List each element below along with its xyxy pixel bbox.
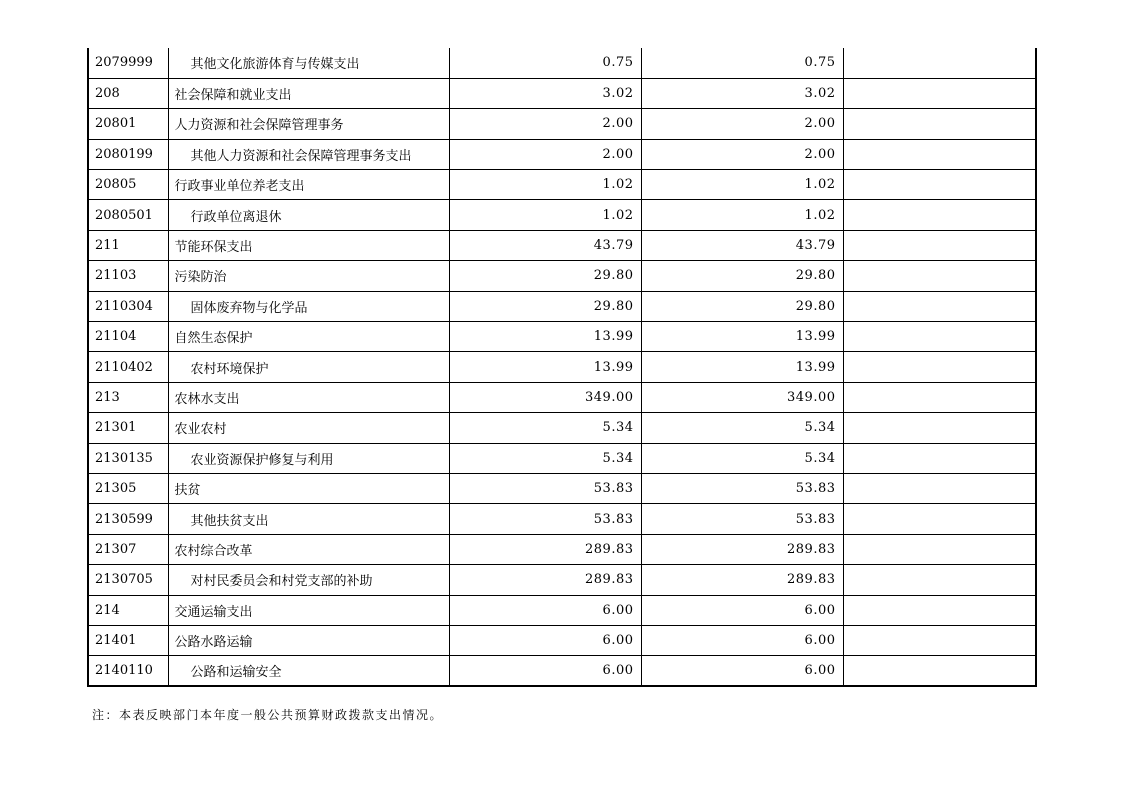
row-name-cell: 行政事业单位养老支出 xyxy=(168,170,449,200)
row-project-cell xyxy=(843,139,1036,169)
row-total-cell: 2.00 xyxy=(449,139,641,169)
row-total-cell: 13.99 xyxy=(449,322,641,352)
row-project-cell xyxy=(843,504,1036,534)
row-total-cell: 289.83 xyxy=(449,565,641,595)
row-project-cell xyxy=(843,413,1036,443)
row-total-cell: 29.80 xyxy=(449,291,641,321)
row-code-cell: 21104 xyxy=(88,322,168,352)
table-row xyxy=(88,78,1036,108)
row-total-cell: 6.00 xyxy=(449,656,641,686)
row-total-cell: 53.83 xyxy=(449,473,641,503)
row-code-cell: 21301 xyxy=(88,413,168,443)
row-code-cell: 213 xyxy=(88,382,168,412)
table-row xyxy=(88,595,1036,625)
row-code-cell: 2110304 xyxy=(88,291,168,321)
row-basic-cell: 53.83 xyxy=(641,473,843,503)
row-code-cell: 21307 xyxy=(88,534,168,564)
row-basic-cell: 1.02 xyxy=(641,200,843,230)
row-basic-cell: 29.80 xyxy=(641,261,843,291)
table-body xyxy=(88,48,1036,686)
row-name-cell: 固体废弃物与化学品 xyxy=(168,291,449,321)
row-name-cell: 行政单位离退休 xyxy=(168,200,449,230)
row-project-cell xyxy=(843,78,1036,108)
budget-expenditure-table xyxy=(87,48,1037,687)
row-basic-cell: 13.99 xyxy=(641,352,843,382)
row-name-cell: 农村综合改革 xyxy=(168,534,449,564)
row-project-cell xyxy=(843,382,1036,412)
row-code-cell: 214 xyxy=(88,595,168,625)
row-code-cell: 21401 xyxy=(88,625,168,655)
row-basic-cell: 289.83 xyxy=(641,534,843,564)
table-row xyxy=(88,170,1036,200)
row-name-cell: 农村环境保护 xyxy=(168,352,449,382)
row-name-cell: 其他人力资源和社会保障管理事务支出 xyxy=(168,139,449,169)
row-project-cell xyxy=(843,48,1036,78)
row-basic-cell: 2.00 xyxy=(641,109,843,139)
table-row xyxy=(88,48,1036,78)
row-total-cell: 6.00 xyxy=(449,595,641,625)
row-basic-cell: 289.83 xyxy=(641,565,843,595)
table-row xyxy=(88,656,1036,686)
row-total-cell: 53.83 xyxy=(449,504,641,534)
row-name-cell: 农林水支出 xyxy=(168,382,449,412)
row-total-cell: 1.02 xyxy=(449,170,641,200)
table-row xyxy=(88,504,1036,534)
row-total-cell: 289.83 xyxy=(449,534,641,564)
row-project-cell xyxy=(843,443,1036,473)
row-code-cell: 2130599 xyxy=(88,504,168,534)
table-row xyxy=(88,230,1036,260)
row-name-cell: 扶贫 xyxy=(168,473,449,503)
table-row xyxy=(88,443,1036,473)
row-name-cell: 交通运输支出 xyxy=(168,595,449,625)
row-name-cell: 公路和运输安全 xyxy=(168,656,449,686)
row-name-cell: 节能环保支出 xyxy=(168,230,449,260)
row-total-cell: 1.02 xyxy=(449,200,641,230)
row-project-cell xyxy=(843,109,1036,139)
table-row xyxy=(88,200,1036,230)
row-name-cell: 自然生态保护 xyxy=(168,322,449,352)
table-row xyxy=(88,534,1036,564)
row-total-cell: 43.79 xyxy=(449,230,641,260)
row-project-cell xyxy=(843,656,1036,686)
row-project-cell xyxy=(843,473,1036,503)
row-code-cell: 20801 xyxy=(88,109,168,139)
row-name-cell: 污染防治 xyxy=(168,261,449,291)
row-project-cell xyxy=(843,261,1036,291)
row-total-cell: 3.02 xyxy=(449,78,641,108)
row-project-cell xyxy=(843,625,1036,655)
row-code-cell: 2080501 xyxy=(88,200,168,230)
row-basic-cell: 0.75 xyxy=(641,48,843,78)
row-basic-cell: 3.02 xyxy=(641,78,843,108)
row-project-cell xyxy=(843,200,1036,230)
row-name-cell: 其他文化旅游体育与传媒支出 xyxy=(168,48,449,78)
row-project-cell xyxy=(843,352,1036,382)
row-code-cell: 2079999 xyxy=(88,48,168,78)
table-footnote: 注：本表反映部门本年度一般公共预算财政拨款支出情况。 xyxy=(92,708,444,722)
table-row xyxy=(88,352,1036,382)
row-code-cell: 2140110 xyxy=(88,656,168,686)
row-project-cell xyxy=(843,291,1036,321)
row-basic-cell: 13.99 xyxy=(641,322,843,352)
row-total-cell: 2.00 xyxy=(449,109,641,139)
row-basic-cell: 6.00 xyxy=(641,656,843,686)
row-code-cell: 20805 xyxy=(88,170,168,200)
row-name-cell: 社会保障和就业支出 xyxy=(168,78,449,108)
row-project-cell xyxy=(843,534,1036,564)
row-name-cell: 人力资源和社会保障管理事务 xyxy=(168,109,449,139)
table-row xyxy=(88,382,1036,412)
row-basic-cell: 5.34 xyxy=(641,413,843,443)
row-total-cell: 6.00 xyxy=(449,625,641,655)
row-code-cell: 2080199 xyxy=(88,139,168,169)
row-project-cell xyxy=(843,230,1036,260)
row-code-cell: 2130135 xyxy=(88,443,168,473)
table-row xyxy=(88,109,1036,139)
table-row xyxy=(88,139,1036,169)
row-project-cell xyxy=(843,595,1036,625)
row-name-cell: 农业农村 xyxy=(168,413,449,443)
budget-table-container xyxy=(87,48,1037,687)
table-row xyxy=(88,261,1036,291)
table-row xyxy=(88,322,1036,352)
row-code-cell: 2130705 xyxy=(88,565,168,595)
table-row xyxy=(88,413,1036,443)
row-total-cell: 29.80 xyxy=(449,261,641,291)
row-total-cell: 349.00 xyxy=(449,382,641,412)
row-basic-cell: 5.34 xyxy=(641,443,843,473)
row-basic-cell: 2.00 xyxy=(641,139,843,169)
row-project-cell xyxy=(843,565,1036,595)
table-row xyxy=(88,565,1036,595)
row-basic-cell: 6.00 xyxy=(641,595,843,625)
row-basic-cell: 1.02 xyxy=(641,170,843,200)
row-code-cell: 2110402 xyxy=(88,352,168,382)
row-basic-cell: 349.00 xyxy=(641,382,843,412)
table-row xyxy=(88,473,1036,503)
row-basic-cell: 6.00 xyxy=(641,625,843,655)
row-total-cell: 0.75 xyxy=(449,48,641,78)
row-project-cell xyxy=(843,322,1036,352)
row-name-cell: 公路水路运输 xyxy=(168,625,449,655)
row-code-cell: 21103 xyxy=(88,261,168,291)
row-basic-cell: 43.79 xyxy=(641,230,843,260)
table-row xyxy=(88,291,1036,321)
row-project-cell xyxy=(843,170,1036,200)
row-basic-cell: 29.80 xyxy=(641,291,843,321)
row-basic-cell: 53.83 xyxy=(641,504,843,534)
row-total-cell: 13.99 xyxy=(449,352,641,382)
row-code-cell: 211 xyxy=(88,230,168,260)
row-total-cell: 5.34 xyxy=(449,443,641,473)
table-row xyxy=(88,625,1036,655)
row-name-cell: 对村民委员会和村党支部的补助 xyxy=(168,565,449,595)
row-name-cell: 农业资源保护修复与利用 xyxy=(168,443,449,473)
row-name-cell: 其他扶贫支出 xyxy=(168,504,449,534)
row-total-cell: 5.34 xyxy=(449,413,641,443)
row-code-cell: 208 xyxy=(88,78,168,108)
row-code-cell: 21305 xyxy=(88,473,168,503)
